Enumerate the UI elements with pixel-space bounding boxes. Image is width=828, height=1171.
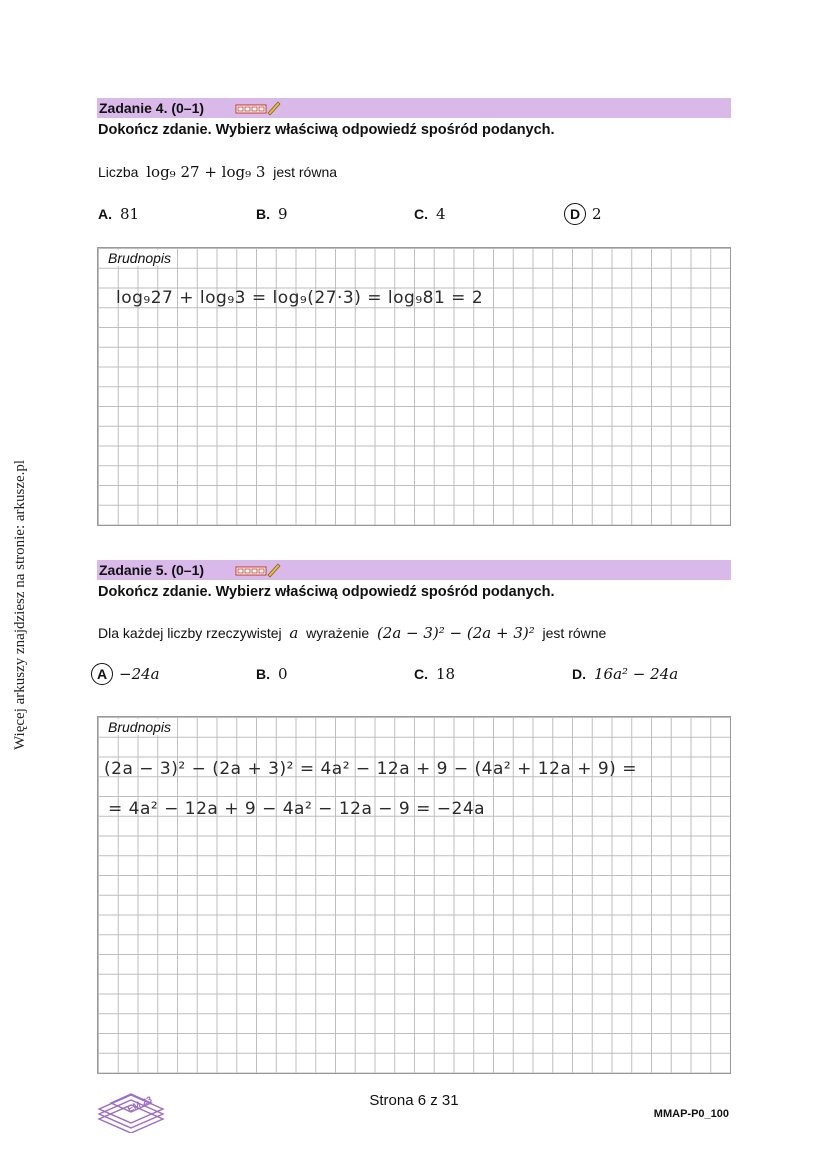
task-5-option-c[interactable] <box>414 665 455 683</box>
option-letter-circled: D <box>564 203 586 225</box>
handwritten-line: = 4a² − 12a + 9 − 4a² − 12a − 9 = −24a <box>108 799 486 819</box>
task-4-option-c[interactable] <box>414 205 446 223</box>
task-5-option-a-selected[interactable] <box>95 663 160 685</box>
question-math: log₉ 27 + log₉ 3 <box>146 163 266 181</box>
option-value: 4 <box>436 205 446 223</box>
page-number: Strona 6 z 31 <box>369 1092 459 1109</box>
task-5-title: Zadanie 5. (0–1) <box>99 562 205 578</box>
handwritten-line: (2a − 3)² − (2a + 3)² = 4a² − 12a + 9 − (4a² + 12a + 9) = <box>104 759 637 779</box>
option-letter: A. <box>98 206 112 222</box>
answer-box-pencil-icon <box>235 100 283 121</box>
side-watermark-text: Więcej arkuszy znajdziesz na stronie: arkusze.pl <box>12 459 28 750</box>
exam-code: MMAP-P0_100 <box>653 1108 729 1120</box>
option-value: 81 <box>120 205 140 223</box>
question-variable: a <box>289 624 299 642</box>
option-value: −24a <box>119 665 160 683</box>
option-value: 2 <box>592 205 602 223</box>
option-value: 18 <box>436 665 456 683</box>
task-5-option-d[interactable] <box>572 665 678 683</box>
option-letter-circled: A <box>91 663 113 685</box>
task-4-instruction: Dokończ zdanie. Wybierz właściwą odpowiedź spośród podanych. <box>98 122 555 138</box>
question-prefix: Liczba <box>98 164 139 180</box>
task-5-instruction: Dokończ zdanie. Wybierz właściwą odpowiedź spośród podanych. <box>98 584 555 600</box>
task-4-option-b[interactable] <box>256 205 288 223</box>
question-suffix: jest równe <box>542 625 607 641</box>
option-letter: B. <box>256 666 270 682</box>
task-4-title: Zadanie 4. (0–1) <box>99 100 205 116</box>
task-5-scratch-grid <box>97 716 731 1074</box>
answer-box-pencil-icon <box>235 562 283 583</box>
question-suffix: jest równa <box>273 164 338 180</box>
option-letter: C. <box>414 206 428 222</box>
logo-text: EM 23 <box>125 1094 154 1115</box>
task-4-option-a[interactable] <box>98 205 139 223</box>
task-5-question <box>98 624 606 642</box>
question-mid: wyrażenie <box>306 625 370 641</box>
question-prefix: Dla każdej liczby rzeczywistej <box>98 625 282 641</box>
option-value: 9 <box>278 205 288 223</box>
option-letter: C. <box>414 666 428 682</box>
option-value: 16a² − 24a <box>594 665 679 683</box>
task-4-scratch-grid <box>97 247 731 526</box>
option-value: 0 <box>278 665 288 683</box>
task-5-header <box>97 560 731 580</box>
scratch-label: Brudnopis <box>108 250 172 266</box>
scratch-label: Brudnopis <box>108 719 172 735</box>
task-5-option-b[interactable] <box>256 665 288 683</box>
question-math: (2a − 3)² − (2a + 3)² <box>376 624 535 642</box>
task-4-question <box>98 163 337 181</box>
option-letter: D. <box>572 666 586 682</box>
handwritten-line: log₉27 + log₉3 = log₉(27·3) = log₉81 = 2 <box>116 288 484 308</box>
task-4-option-d-selected[interactable] <box>568 203 602 225</box>
task-4-header <box>97 98 731 118</box>
option-letter: B. <box>256 206 270 222</box>
